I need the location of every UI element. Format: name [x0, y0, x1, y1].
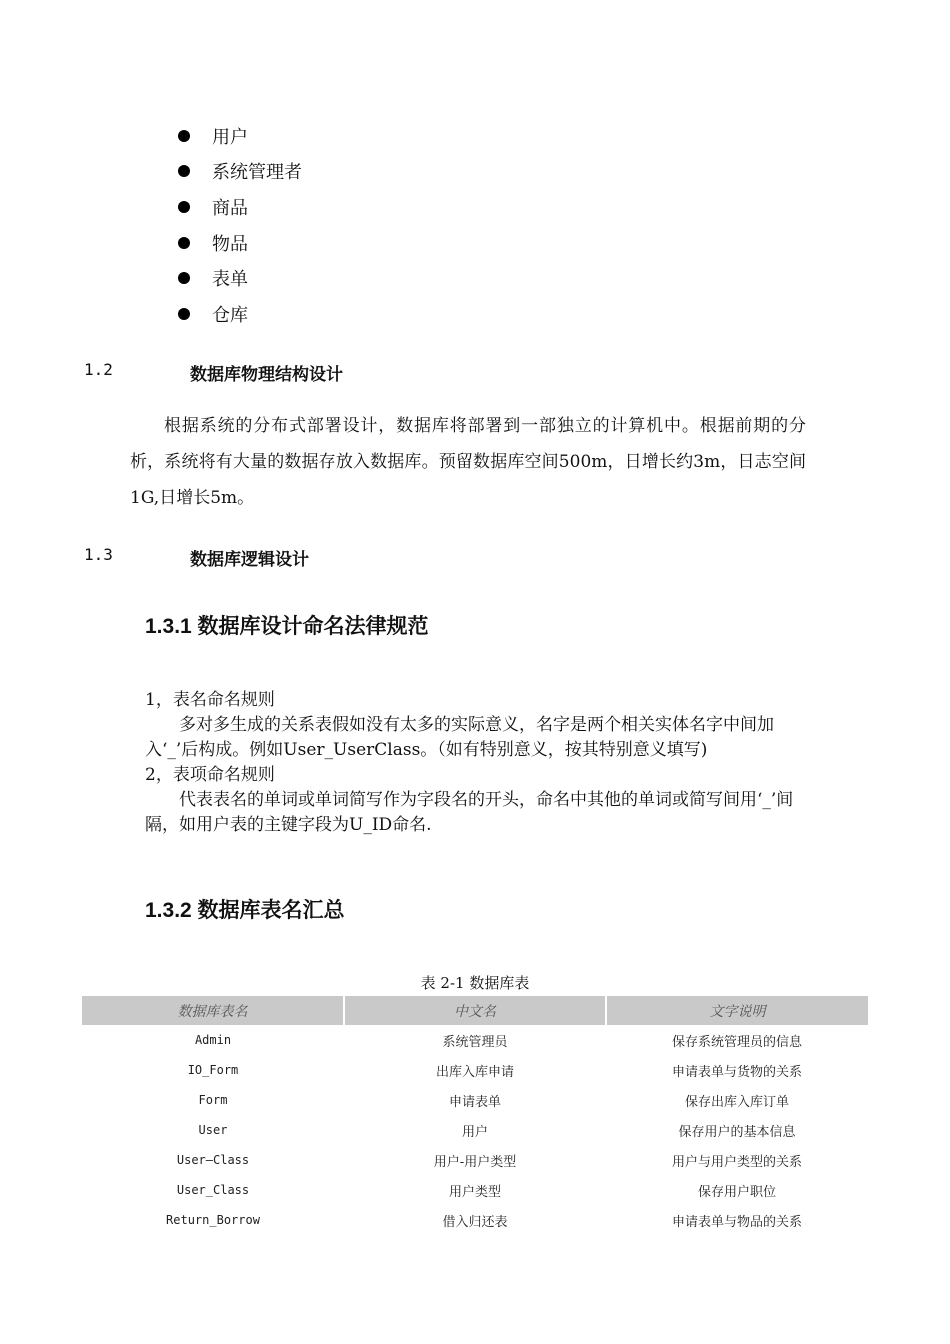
bullet-list [178, 118, 302, 332]
physical-design-paragraph: 根据系统的分布式部署设计，数据库将部署到一部独立的计算机中。根据前期的分析，系统将有大量的数据存放入数据库。预留数据库空间500m，日增长约3m，日志空间1G,日增长5m。 [130, 416, 806, 508]
bullet-icon [178, 165, 190, 177]
section-heading-1-2 [84, 360, 343, 385]
table-cell: User—Class [176, 1153, 250, 1167]
table-cell: 申请表单 [448, 1094, 501, 1110]
table-cell: 保存出库入库订单 [684, 1094, 789, 1110]
section-number: 1.2 [84, 360, 113, 379]
table-row [82, 1025, 868, 1055]
list-item [178, 189, 302, 225]
table-header-row [82, 996, 868, 1025]
naming-rules [145, 688, 807, 838]
list-item [178, 225, 302, 261]
table-cell: 保存用户的基本信息 [678, 1124, 796, 1140]
table-cell: 申请表单与物品的关系 [671, 1214, 802, 1230]
bullet-icon [178, 201, 190, 213]
section-heading-1-3 [84, 545, 309, 570]
bullet-icon [178, 272, 190, 284]
list-item-label: 表单 [212, 269, 248, 291]
table-row [82, 1175, 868, 1205]
table-row [82, 1115, 868, 1145]
bullet-icon [178, 130, 190, 142]
table-cell: 借入归还表 [442, 1214, 508, 1230]
bullet-icon [178, 237, 190, 249]
table-cell: Admin [194, 1033, 232, 1047]
table-cell: 用户 [461, 1124, 488, 1140]
table-cell: Form [198, 1093, 228, 1107]
list-item-label: 商品 [212, 197, 248, 219]
table-cell: 用户-用户类型 [433, 1154, 517, 1170]
table-cell: 用户类型 [448, 1184, 501, 1200]
subsection-heading-1-3-1: 1.3.1 数据库设计命名法律规范 [145, 615, 429, 638]
list-item-label: 系统管理者 [212, 162, 302, 184]
table-cell: 系统管理员 [442, 1034, 508, 1050]
table-cell: 保存系统管理员的信息 [671, 1034, 802, 1050]
rule-title: 1，表名命名规则 [145, 690, 275, 710]
list-item [178, 260, 302, 296]
table-caption: 表 2-1 数据库表 [420, 974, 530, 992]
list-item [178, 154, 302, 190]
bullet-icon [178, 308, 190, 320]
column-header: 数据库表名 [82, 996, 344, 1025]
table-row [82, 1145, 868, 1175]
table-cell: Return_Borrow [166, 1213, 260, 1227]
section-title: 数据库逻辑设计 [190, 550, 309, 570]
rule-title: 2，表项命名规则 [145, 765, 275, 785]
section-title: 数据库物理结构设计 [190, 365, 343, 385]
list-item-label: 物品 [212, 233, 248, 255]
column-header: 中文名 [344, 996, 606, 1025]
database-tables-table [82, 996, 868, 1235]
rule-body: 代表表名的单词或单词简写作为字段名的开头，命名中其他的单词或简写间用‘_’间隔，如用户表的主键字段为U_ID命名. [145, 790, 794, 835]
list-item-label: 用户 [212, 126, 248, 148]
table-row [82, 1055, 868, 1085]
table-cell: 用户与用户类型的关系 [671, 1154, 802, 1170]
list-item [178, 118, 302, 154]
table-cell: 保存用户职位 [697, 1184, 776, 1200]
table-row [82, 1205, 868, 1235]
list-item [178, 296, 302, 332]
table-cell: 申请表单与货物的关系 [671, 1064, 802, 1080]
column-header: 文字说明 [606, 996, 868, 1025]
list-item-label: 仓库 [212, 304, 248, 326]
table-cell: IO_Form [187, 1063, 239, 1077]
table-cell: User [198, 1123, 228, 1137]
table-row [82, 1085, 868, 1115]
table-cell: User_Class [176, 1183, 250, 1197]
rule-body: 多对多生成的关系表假如没有太多的实际意义，名字是两个相关实体名字中间加入‘_’后构成。例如User_UserClass。（如有特别意义，按其特别意义填写) [145, 715, 774, 760]
section-number: 1.3 [84, 545, 113, 564]
table-cell: 出库入库申请 [435, 1064, 514, 1080]
subsection-heading-1-3-2: 1.3.2 数据库表名汇总 [145, 899, 345, 922]
